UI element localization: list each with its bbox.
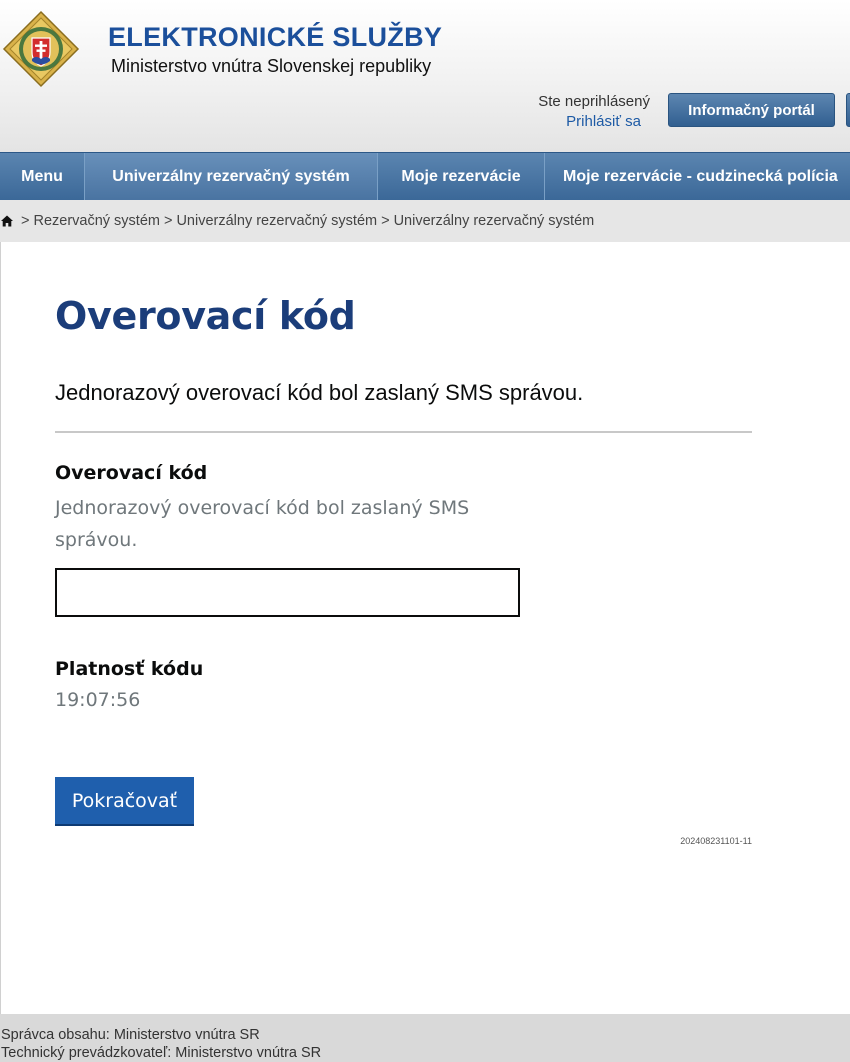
info-portal-button[interactable]: Informačný portál bbox=[668, 93, 835, 127]
continue-button[interactable]: Pokračovať bbox=[55, 777, 194, 826]
nav-item-menu[interactable]: Menu bbox=[0, 153, 85, 200]
nav-item-foreign-police-reservations[interactable]: Moje rezervácie - cudzinecká polícia bbox=[545, 153, 850, 200]
user-status: Ste neprihlásený bbox=[538, 93, 650, 110]
footer-tech-operator: Technický prevádzkovateľ: Ministerstvo vnútra SR bbox=[1, 1045, 322, 1061]
content-left-border bbox=[0, 242, 1, 1014]
code-validity-value: 19:07:56 bbox=[55, 689, 141, 711]
lead-text: Jednorazový overovací kód bol zaslaný SMS správou. bbox=[55, 380, 584, 405]
section-divider bbox=[55, 431, 752, 433]
header-extra-button[interactable] bbox=[846, 93, 850, 127]
breadcrumb-item-current: Univerzálny rezervačný systém bbox=[393, 213, 595, 229]
code-field-label: Overovací kód bbox=[55, 462, 208, 484]
verification-code-input[interactable] bbox=[55, 568, 520, 617]
breadcrumb-separator: > bbox=[163, 213, 173, 229]
site-subtitle: Ministerstvo vnútra Slovenskej republiky bbox=[111, 56, 432, 76]
build-version: 202408231101-11 bbox=[680, 836, 752, 846]
code-field-hint: Jednorazový overovací kód bol zaslaný SMS správou. bbox=[55, 497, 470, 551]
breadcrumb-item[interactable]: Rezervačný systém bbox=[33, 213, 160, 229]
main-nav bbox=[0, 152, 850, 200]
footer-content-admin: Správca obsahu: Ministerstvo vnútra SR bbox=[1, 1027, 260, 1043]
breadcrumb-separator: > bbox=[21, 213, 30, 229]
nav-item-universal-reservation[interactable]: Univerzálny rezervačný systém bbox=[85, 153, 378, 200]
site-title: ELEKTRONICKÉ SLUŽBY bbox=[108, 22, 443, 52]
breadcrumb-item[interactable]: Univerzálny rezervačný systém bbox=[176, 213, 378, 229]
ministry-logo-icon[interactable] bbox=[2, 10, 80, 88]
home-icon[interactable] bbox=[1, 215, 13, 227]
site-header bbox=[0, 0, 850, 152]
nav-item-my-reservations[interactable]: Moje rezervácie bbox=[378, 153, 545, 200]
login-link[interactable]: Prihlásiť sa bbox=[566, 113, 641, 130]
breadcrumb bbox=[0, 200, 850, 242]
page-title: Overovací kód bbox=[55, 294, 356, 338]
code-validity-label: Platnosť kódu bbox=[55, 658, 204, 680]
site-footer bbox=[0, 1014, 850, 1062]
breadcrumb-separator: > bbox=[381, 213, 390, 229]
